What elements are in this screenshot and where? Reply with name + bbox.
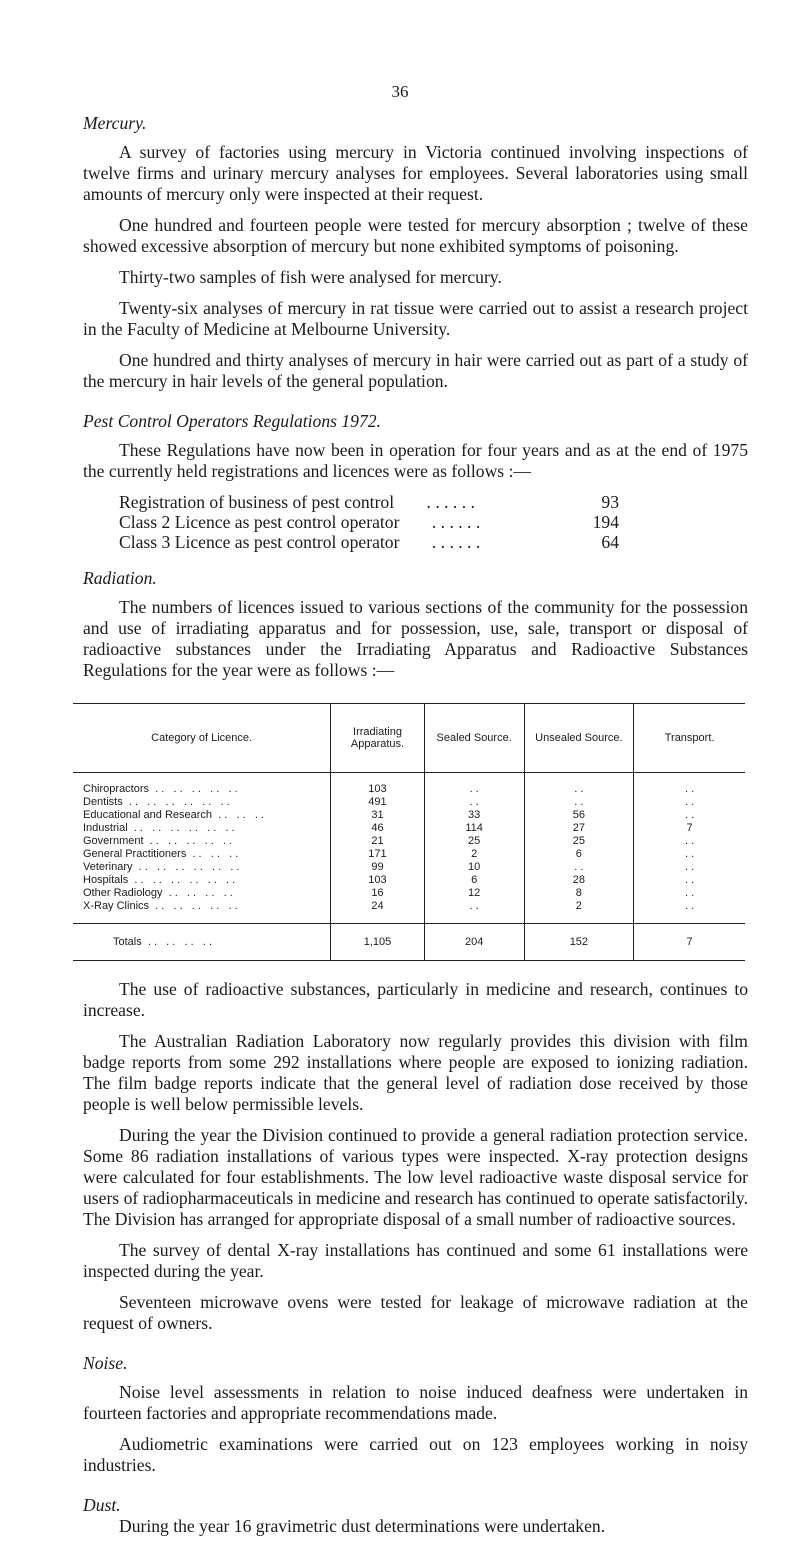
- column-header: Irradiating Apparatus.: [331, 704, 425, 773]
- table-cell: 171: [331, 848, 425, 861]
- table-cell: Dentists . . . . . . . . . . . .: [83, 796, 230, 808]
- table-cell: . .: [524, 773, 634, 797]
- registration-row: [119, 492, 748, 512]
- table-cell: 114: [424, 822, 524, 835]
- table-row: [73, 900, 745, 924]
- table-cell: . .: [424, 796, 524, 809]
- table-row: [73, 796, 745, 809]
- table-cell: 491: [331, 796, 425, 809]
- table-row: [73, 822, 745, 835]
- licence-table: [73, 703, 745, 961]
- table-row: [73, 848, 745, 861]
- table-cell: Other Radiology . . . . . . . .: [83, 887, 233, 899]
- registration-list: [119, 492, 748, 552]
- table-cell: . .: [634, 874, 745, 887]
- total-cell: 7: [634, 924, 745, 961]
- paragraph: The numbers of licences issued to various sections of the community for the possession and use of irradiating apparatus and for possession, use, sale, transport or disposal of radioactive substances under the Irradiating Apparatus and Radioactive Substances Regulations for the year were as follows :—: [83, 597, 748, 680]
- column-header: Category of Licence.: [73, 704, 331, 773]
- table-cell: . .: [634, 861, 745, 874]
- paragraph: Thirty-two samples of fish were analysed for mercury.: [119, 267, 502, 287]
- noise-section: [83, 1353, 748, 1476]
- table-cell: . .: [634, 887, 745, 900]
- paragraph: The use of radioactive substances, particularly in medicine and research, continues to increase.: [83, 979, 748, 1020]
- paragraph: Noise level assessments in relation to noise induced deafness were undertaken in fourteen factories and appropriate recommendations made.: [83, 1382, 748, 1423]
- table-cell: . .: [634, 900, 745, 924]
- table-cell: . .: [634, 809, 745, 822]
- table-cell: Government . . . . . . . . . .: [83, 835, 233, 847]
- table-cell: . .: [524, 796, 634, 809]
- registration-label: Class 2 Licence as pest control operator: [119, 512, 400, 532]
- table-row: [73, 874, 745, 887]
- paragraph: During the year the Division continued to provide a general radiation protection service. Some 86 radiation installations of various types were inspected. X-ray protection designs were calculated for four establishments. The low level radioactive waste disposal service for users of radiopharmaceuticals in medicine and research has continued to operate satisfactorily. The Division has arranged for appropriate disposal of a small number of radioactive sources.: [83, 1125, 748, 1229]
- leader-dots: . . . . . .: [431, 532, 481, 552]
- table-cell: Industrial . . . . . . . . . . . .: [83, 822, 235, 834]
- column-header: Transport.: [634, 704, 745, 773]
- table-cell: 6: [524, 848, 634, 861]
- table-cell: 25: [524, 835, 634, 848]
- table-cell: Chiropractors . . . . . . . . . .: [83, 783, 238, 795]
- registration-row: [119, 532, 748, 552]
- leader-dots: . . . . . .: [426, 492, 475, 512]
- paragraph: A survey of factories using mercury in Victoria continued involving inspections of twelve firms and urinary mercury analyses for employees. Several laboratories using small amounts of mercury only were inspected at their request.: [83, 142, 748, 204]
- registration-label: Registration of business of pest control: [119, 492, 395, 512]
- table-cell: 2: [424, 848, 524, 861]
- table-cell: 7: [634, 822, 745, 835]
- table-cell: 8: [524, 887, 634, 900]
- table-cell: . .: [634, 848, 745, 861]
- registration-value: 194: [592, 512, 619, 532]
- total-cell: 204: [424, 924, 524, 961]
- table-row: [73, 773, 745, 797]
- table-cell: . .: [634, 796, 745, 809]
- paragraph: One hundred and fourteen people were tested for mercury absorption ; twelve of these showed excessive absorption of mercury but none exhibited symptoms of poisoning.: [83, 215, 748, 256]
- mercury-heading: Mercury.: [83, 113, 147, 133]
- table-row: [73, 835, 745, 848]
- table-header-row: [73, 704, 745, 773]
- mercury-section: [83, 113, 748, 392]
- table-cell: 46: [331, 822, 425, 835]
- table-cell: 6: [424, 874, 524, 887]
- table-cell: 24: [331, 900, 425, 924]
- table-cell: 33: [424, 809, 524, 822]
- dust-section: [83, 1495, 748, 1537]
- paragraph: The survey of dental X-ray installations has continued and some 61 installations were inspected during the year.: [83, 1240, 748, 1281]
- totals-label: Totals . . . . . . . .: [73, 924, 331, 961]
- table-cell: 28: [524, 874, 634, 887]
- paragraph: One hundred and thirty analyses of mercury in hair were carried out as part of a study of the mercury in hair levels of the general population.: [83, 350, 748, 391]
- registration-value: 93: [601, 492, 619, 512]
- table-cell: . .: [424, 773, 524, 797]
- column-header: Unsealed Source.: [524, 704, 634, 773]
- table-cell: Educational and Research . . . . . .: [83, 809, 264, 821]
- paragraph: The Australian Radiation Laboratory now regularly provides this division with film badge reports from some 292 installations where people are exposed to ionizing radiation. The film badge reports indicate that the general level of radiation dose received by those people is well below permissible levels.: [83, 1031, 748, 1114]
- paragraph: Twenty-six analyses of mercury in rat tissue were carried out to assist a research project in the Faculty of Medicine at Melbourne University.: [83, 298, 748, 339]
- table-cell: 27: [524, 822, 634, 835]
- table-row: [73, 809, 745, 822]
- table-cell: 2: [524, 900, 634, 924]
- pest-control-heading: Pest Control Operators Regulations 1972.: [83, 411, 381, 431]
- table-cell: . .: [424, 900, 524, 924]
- table-cell: 31: [331, 809, 425, 822]
- pest-control-section: [83, 411, 748, 552]
- table-cell: Veterinary . . . . . . . . . . . .: [83, 861, 240, 873]
- total-cell: 152: [524, 924, 634, 961]
- table-cell: 12: [424, 887, 524, 900]
- paragraph: Seventeen microwave ovens were tested for leakage of microwave radiation at the request of owners.: [83, 1292, 748, 1333]
- page-content: [83, 113, 748, 1547]
- total-cell: 1,105: [331, 924, 425, 961]
- leader-dots: . . . . . .: [431, 512, 481, 532]
- table-cell: . .: [524, 861, 634, 874]
- table-row: [73, 887, 745, 900]
- page-number: 36: [391, 82, 409, 101]
- dust-heading: Dust.: [83, 1495, 121, 1515]
- table-cell: 56: [524, 809, 634, 822]
- table-cell: . .: [634, 773, 745, 797]
- noise-heading: Noise.: [83, 1353, 128, 1373]
- radiation-heading: Radiation.: [83, 568, 157, 588]
- table-cell: 103: [331, 773, 425, 797]
- table-cell: X-Ray Clinics . . . . . . . . . .: [83, 900, 238, 912]
- table-cell: Hospitals . . . . . . . . . . . .: [83, 874, 236, 886]
- table-cell: 21: [331, 835, 425, 848]
- paragraph: During the year 16 gravimetric dust determinations were undertaken.: [119, 1516, 606, 1536]
- table-cell: 103: [331, 874, 425, 887]
- registration-value: 64: [601, 532, 619, 552]
- registration-label: Class 3 Licence as pest control operator: [119, 532, 400, 552]
- radiation-section: [83, 568, 748, 1334]
- table-cell: . .: [634, 835, 745, 848]
- paragraph: These Regulations have now been in operation for four years and as at the end of 1975 the currently held registrations and licences were as follows :—: [83, 440, 748, 481]
- column-header: Sealed Source.: [424, 704, 524, 773]
- registration-row: [119, 512, 748, 532]
- table-cell: 25: [424, 835, 524, 848]
- totals-row: [73, 924, 745, 961]
- table-cell: 16: [331, 887, 425, 900]
- table-row: [73, 861, 745, 874]
- paragraph: Audiometric examinations were carried out on 123 employees working in noisy industries.: [83, 1434, 748, 1475]
- table-cell: 99: [331, 861, 425, 874]
- table-cell: General Practitioners . . . . . .: [83, 848, 239, 860]
- table-cell: 10: [424, 861, 524, 874]
